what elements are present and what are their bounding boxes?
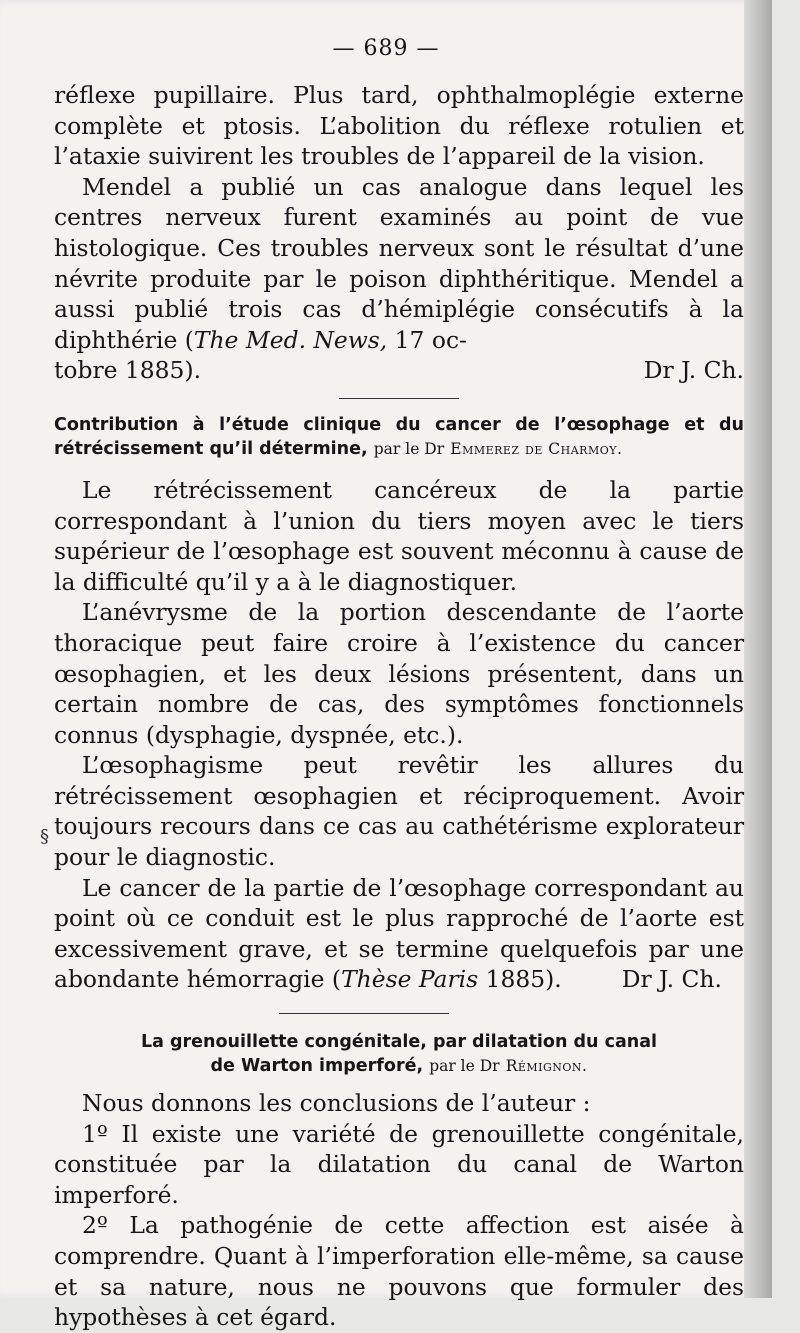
page-number: — 689 —: [332, 36, 440, 61]
article1-heading: [54, 413, 744, 461]
article2-title-line1: La grenouillette congénitale, par dilatation du canal: [140, 1032, 658, 1053]
section-divider-1: [339, 398, 459, 399]
article1-paragraph-2: L’anévrysme de la portion descendante de l’aorte thoracique peut faire croire à l’existence du cancer œsophagien, et les deux lésions présentent, dans un certain nombre de cas, des symptômes fonctionnels connus (dysphagie, dyspnée, etc.).: [54, 598, 744, 749]
article-grenouillette: [54, 1030, 744, 1333]
article2-paragraph-3: 2º La pathogénie de cette affection est aisée à comprendre. Quant à l’imperforation elle-même, sa cause et sa nature, nous ne pouvons que formuler des hypothèses à cet égard.: [54, 1211, 744, 1332]
intro-last-line: tobre 1885).: [54, 356, 202, 385]
section-divider-2: [279, 1013, 449, 1014]
these-title: Thèse Paris: [341, 965, 479, 994]
article1-author: Emmerez de Charmoy.: [450, 439, 623, 458]
article1-paragraph-3: L’œsophagisme peut revêtir les allures du rétrécissement œsophagien et réciproquement. Avoir toujours recours dans ce cas au cathétérisme explorateur pour le diagnostic.: [54, 751, 744, 872]
article2-paragraph-2: 1º Il existe une variété de grenouillette congénitale, constituée par la dilatation du canal de Warton imperforé.: [54, 1119, 744, 1209]
margin-mark: §: [40, 826, 49, 847]
article2-paragraph-1: Nous donnons les conclusions de l’auteur :: [82, 1089, 591, 1118]
article1-signature: Dr J. Ch.: [621, 965, 722, 994]
intro-paragraph-2: Mendel a publié un cas analogue dans lequel les centres nerveux furent examinés au point de vue histologique. Ces troubles nerveux sont le résultat d’une névrite produite par le poison diphthéritique. Mendel a aussi publié trois cas d’hémiplégie consécutifs à la diphthérie (The Med. News, 17 oc-: [54, 172, 744, 354]
intro-signature: Dr J. Ch.: [643, 356, 744, 385]
intro-paragraph-1: réflexe pupillaire. Plus tard, ophthalmoplégie externe complète et ptosis. L’abolition du réflexe rotulien et l’ataxie suivirent les troubles de l’appareil de la vision.: [54, 81, 744, 171]
article2-by: par le Dr: [429, 1057, 500, 1076]
article1-by: par le Dr: [373, 439, 445, 458]
article1-paragraph-1: Le rétrécissement cancéreux de la partie correspondant à l’union du tiers moyen avec le tiers supérieur de l’œsophage est souvent méconnu à cause de la difficulté qu’il y a à le diagnostiquer.: [54, 475, 744, 596]
article1-paragraph-4: Le cancer de la partie de l’œsophage correspondant au point où ce conduit est le plus rapproché de l’aorte est excessivement grave, et se termine quelquefois par une abondante hémorragie (Thèse Paris 1885). Dr J. Ch.: [54, 873, 744, 994]
article2-author: Rémignon.: [505, 1057, 588, 1076]
journal-title: The Med. News,: [193, 325, 388, 354]
article2-heading: [54, 1030, 744, 1078]
article1-title: Contribution à l’étude clinique du cancer de l’œsophage et du rétrécissement qu’il détermine,: [54, 414, 744, 459]
page-edge-shadow: [744, 0, 772, 1298]
intro-end-line: [54, 355, 744, 386]
article-cancer-oesophage: [54, 413, 744, 995]
article2-title-line2: de Warton imperforé,: [210, 1056, 424, 1077]
page-body: [54, 80, 744, 1333]
